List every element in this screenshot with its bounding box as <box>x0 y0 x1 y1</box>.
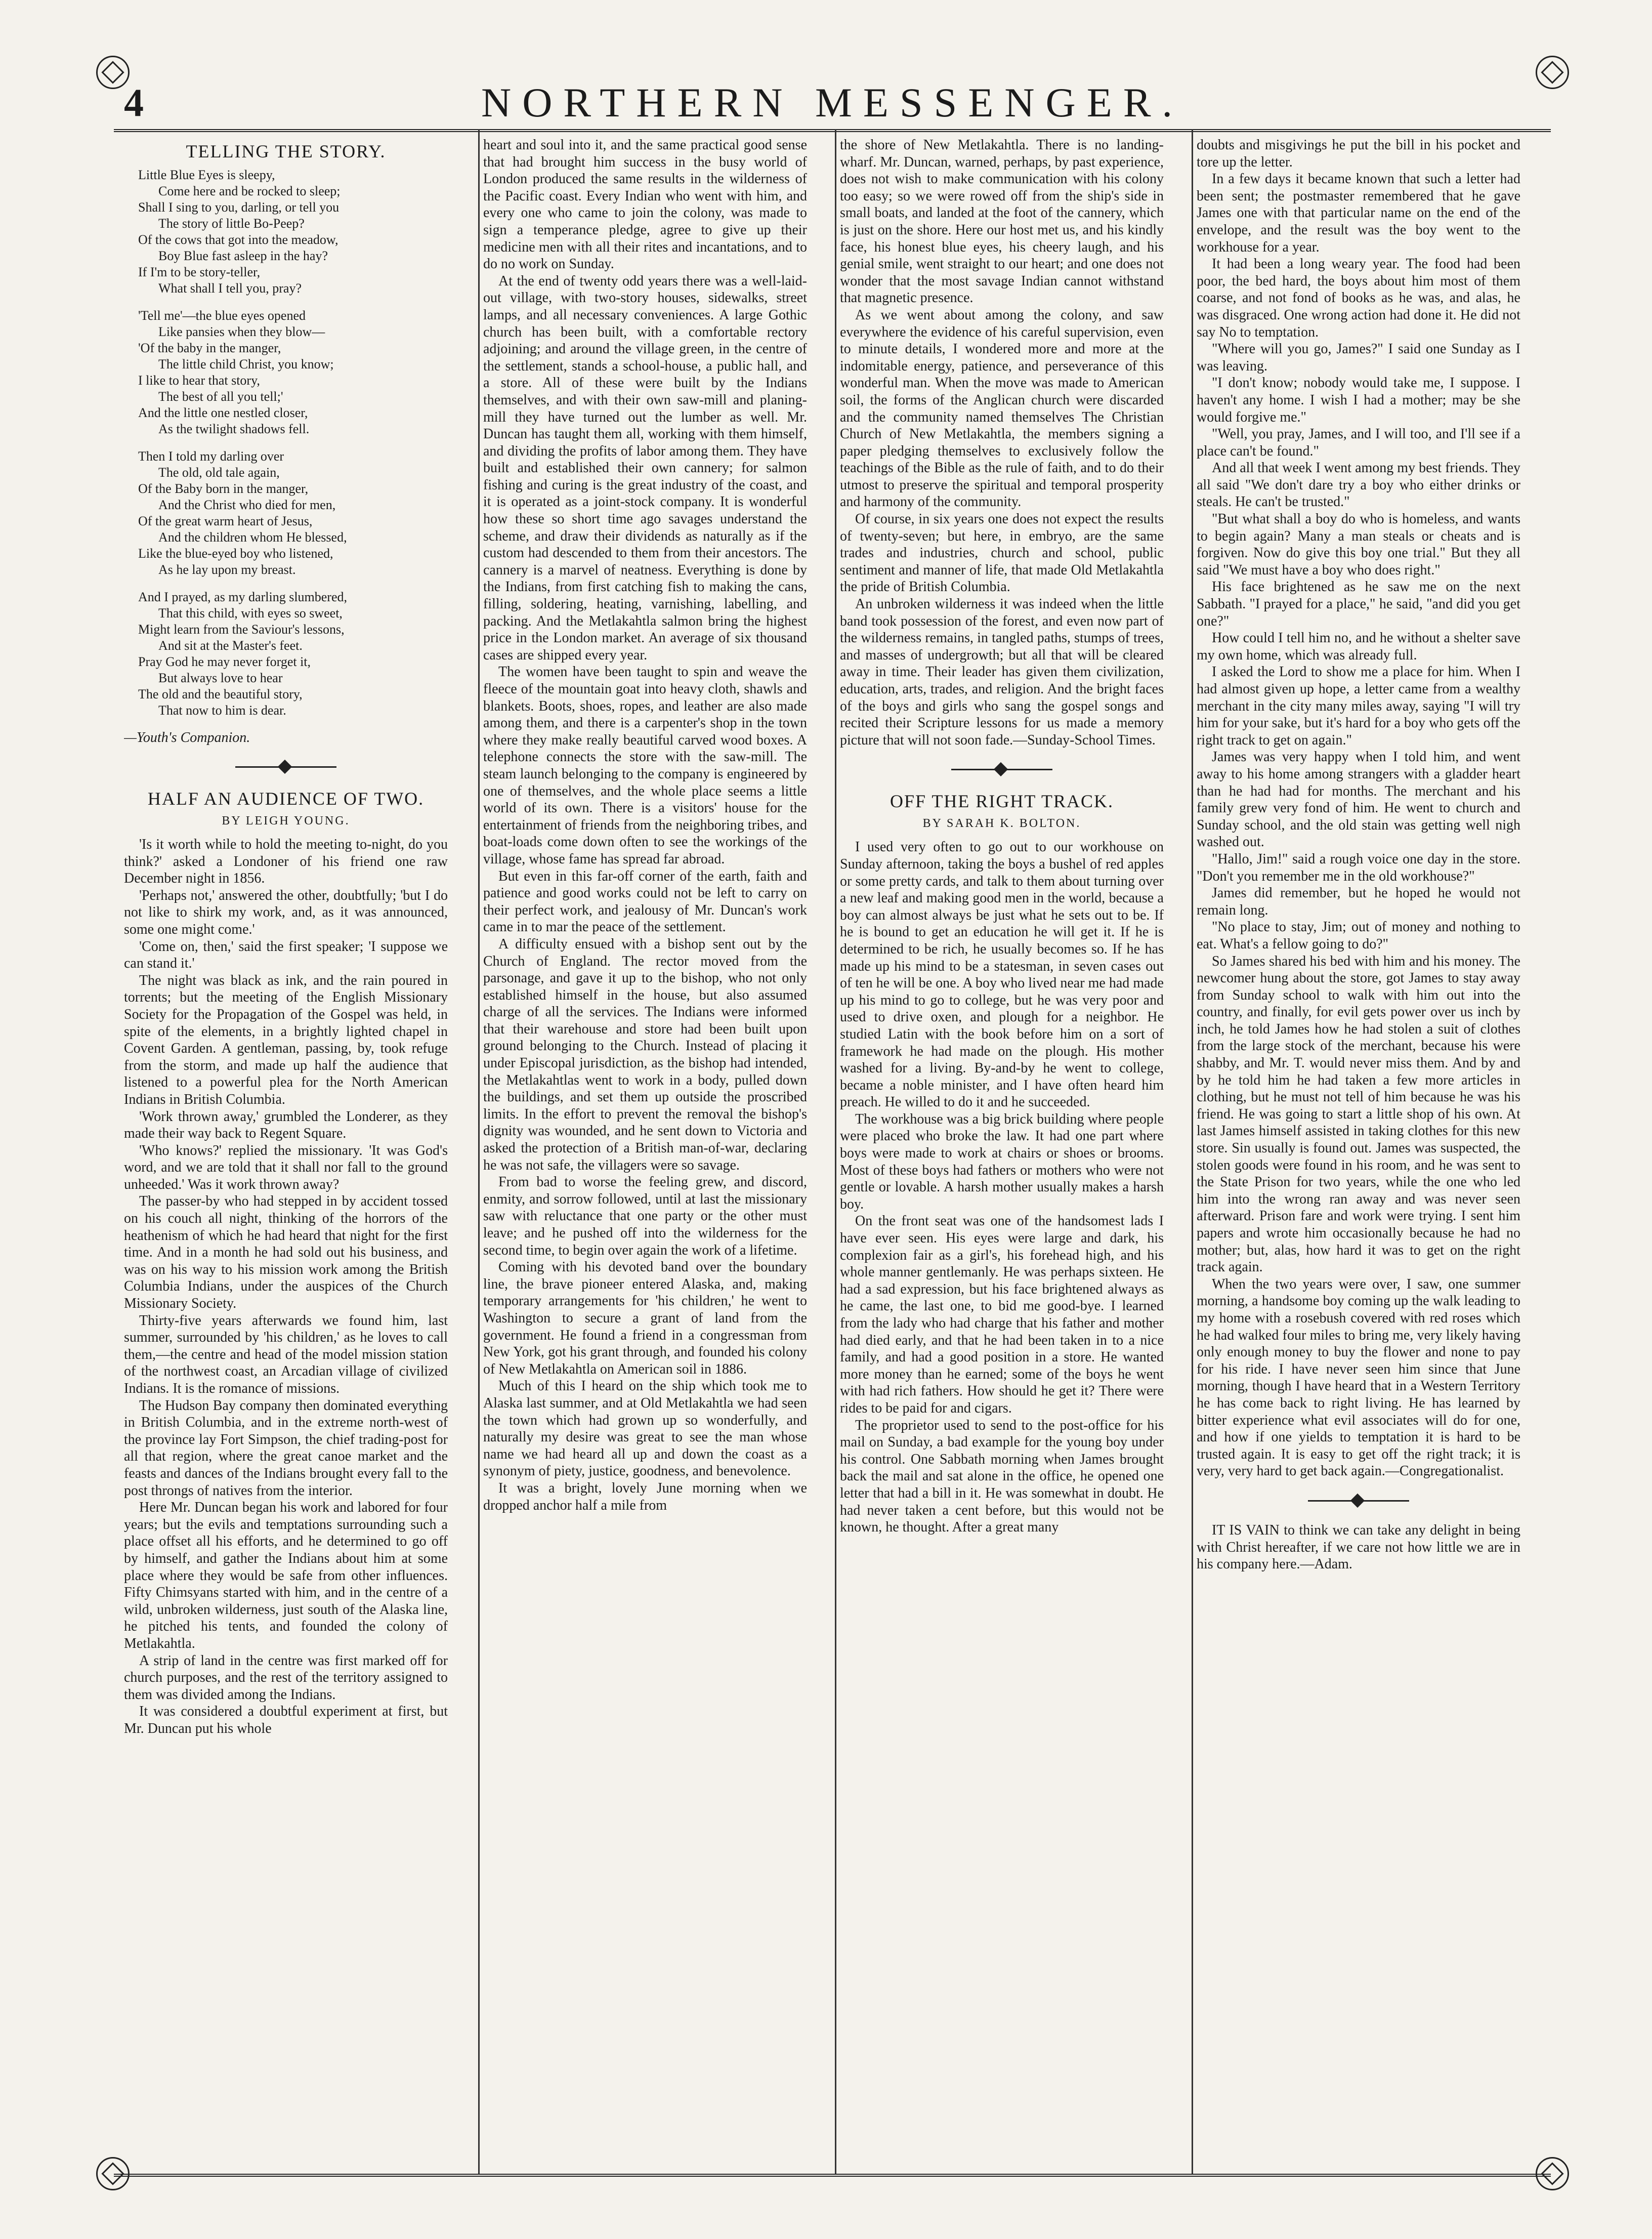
column-rule <box>1192 129 1193 2174</box>
paragraph: The passer-by who had stepped in by accident tossed on his couch all night, thinking of the horrors of the heathenism of which he had heard that night for the first time. And in a month he had sold out his business, and was on his way to his mission work among the British Columbia Indians, under the auspices of the Church Missionary Society. <box>124 1193 448 1312</box>
poem-line: As he lay upon my breast. <box>158 562 296 577</box>
column-4 <box>1197 137 1520 2166</box>
paragraph: Of course, in six years one does not expect the results of twenty-seven; but here, in embryo, are the same trades and industries, church and school, public sentiment and manner of life, that made Old Metlakahtla the pride of British Columbia. <box>840 511 1164 595</box>
poem-line: Boy Blue fast asleep in the hay? <box>158 248 328 263</box>
poem-heading: TELLING THE STORY. <box>186 141 386 161</box>
poem-line: Of the Baby born in the manger, <box>138 481 309 496</box>
poem-line: And the little one nestled closer, <box>138 405 308 420</box>
paragraph: On the front seat was one of the handsomest lads I have ever seen. His eyes were large and dark, his complexion fair as a girl's, his forehead high, and his whole manner gentlemanly. He was perhaps sixteen. He had a sad expression, but his face brightened always as he came, the last one, to bid me good-bye. I learned from the lady who had charge that his father and mother had died early, and that he had been taken in to a nice family, and had a good position in a store. He wanted more money than he earned; some of the boys he went with had rich fathers. How should he get it? There were rides to be paid for and cigars. <box>840 1213 1164 1416</box>
poem-line: Like the blue-eyed boy who listened, <box>138 546 333 561</box>
paragraph: "Hallo, Jim!" said a rough voice one day in the store. "Don't you remember me in the old workhouse?" <box>1197 851 1520 884</box>
corner-ornament-icon <box>1536 56 1569 89</box>
paragraph: A strip of land in the centre was first marked off for church purposes, and the rest of the territory assigned to them was divided among the Indians. <box>124 1652 448 1703</box>
poem-line: That now to him is dear. <box>158 703 286 718</box>
poem-line: Of the great warm heart of Jesus, <box>138 514 313 528</box>
paragraph: "Where will you go, James?" I said one Sunday as I was leaving. <box>1197 341 1520 374</box>
poem-line: What shall I tell you, pray? <box>158 281 302 296</box>
poem-source: —Youth's Companion. <box>124 730 250 745</box>
poem-body <box>138 167 448 719</box>
poem-line: Little Blue Eyes is sleepy, <box>138 168 275 182</box>
story-heading: OFF THE RIGHT TRACK. <box>889 791 1114 812</box>
poem-line: The old, old tale again, <box>158 465 280 480</box>
column-1 <box>124 137 448 2166</box>
paragraph: 'Perhaps not,' answered the other, doubtfully; 'but I do not like to shirk my work, and, as it was announced, some one might come.' <box>124 887 448 937</box>
paragraph: heart and soul into it, and the same practical good sense that had brought him success in the busy world of London produced the same results in the wilderness of the Pacific coast. Every Indian who went with him, and every one who came to join the colony, was made to sign a temperance pledge, agree to give up their medicine men with all their rites and incantations, and to do no work on Sunday. <box>483 137 807 272</box>
poem-stanza <box>138 589 448 719</box>
poem-line: The story of little Bo-Peep? <box>158 216 305 231</box>
poem-line: Of the cows that got into the meadow, <box>138 232 338 247</box>
poem-stanza <box>138 448 448 578</box>
paragraph: 'Who knows?' replied the missionary. 'It was God's word, and we are told that it shall nor fall to the ground unheeded.' Was it work thrown away? <box>124 1142 448 1192</box>
paragraph: the shore of New Metlakahtla. There is no landing-wharf. Mr. Duncan, warned, perhaps, by past experience, does not wish to make communication with his colony too easy; so we were rowed off from the ship's side in small boats, and landed at the foot of the cannery, which is just on the shore. Here our host met us, and his kindly face, his honest blue eyes, his cheery laugh, and his genial smile, went straight to our heart; and one does not wonder that the most savage Indian cannot withstand that magnetic presence. <box>840 137 1164 306</box>
poem-line: Shall I sing to you, darling, or tell you <box>138 200 340 215</box>
paragraph: The Hudson Bay company then dominated everything in British Columbia, and in the extreme north-west of the province lay Fort Simpson, the chief trading-post for all that region, where the great canoe market and the feasts and dances of the Indians brought every fall to the post throngs of natives from the interior. <box>124 1397 448 1499</box>
poem-line: And sit at the Master's feet. <box>158 638 303 653</box>
paragraph: Much of this I heard on the ship which took me to Alaska last summer, and at Old Metlakahtla we had seen the town which had grown up so wonderfully, and naturally my desire was great to see the man whose name we had heard all up and down the coast as a synonym of piety, justice, goodness, and benevolence. <box>483 1378 807 1479</box>
paragraph: The night was black as ink, and the rain poured in torrents; but the meeting of the English Missionary Society for the Propagation of the Gospel was held, in spite of the elements, in a brightly lighted chapel in Covent Garden. A gentleman, passing, by, took refuge from the storm, and made up half the audience that listened to a powerful plea for the North American Indians in British Columbia. <box>124 972 448 1107</box>
section-divider <box>235 766 336 768</box>
poem-line: That this child, with eyes so sweet, <box>158 606 343 620</box>
paragraph: His face brightened as he saw me on the next Sabbath. "I prayed for a place," he said, "and did you get one?" <box>1197 579 1520 629</box>
paragraph: How could I tell him no, and he without a shelter save my own home, which was already full. <box>1197 630 1520 663</box>
poem-line: Like pansies when they blow— <box>158 324 325 339</box>
paragraph: It had been a long weary year. The food had been poor, the bed hard, the boys about him most of them coarse, and not fond of books as he was, and alas, he was disgraced. One wrong action had done it. He did not say No to temptation. <box>1197 256 1520 340</box>
section-divider <box>1308 1500 1409 1502</box>
poem-line: 'Tell me'—the blue eyes opened <box>138 308 306 323</box>
paragraph: I asked the Lord to show me a place for him. When I had almost given up hope, a letter came from a wealthy merchant in the city many miles away, saying "I will try him for your sake, but it's hard for a boy who gets off the right track to get on again." <box>1197 664 1520 748</box>
paragraph: Here Mr. Duncan began his work and labored for four years; but the evils and temptations surrounding such a place offset all his efforts, and he determined to go off by himself, and gather the Indians about him at some place where they would be safe from other influences. Fifty Chimsyans started with him, and in the centre of a wild, unbroken wilderness, just south of the Alaska line, he pitched his tents, and founded the colony of Metlakahtla. <box>124 1500 448 1651</box>
paragraph: The proprietor used to send to the post-office for his mail on Sunday, a bad example for the young boy under his control. One Sabbath morning when James brought back the mail and sat alone in the office, he opened one letter that had a bill in it. He was somewhat in doubt. He had never taken a cent before, but this would not be known, he thought. After a great many <box>840 1417 1164 1536</box>
filler-paragraph: IT IS VAIN to think we can take any delight in being with Christ hereafter, if we care not how little we are in his company here.—Adam. <box>1197 1522 1520 1572</box>
paragraph: 'Come on, then,' said the first speaker; 'I suppose we can stand it.' <box>124 938 448 972</box>
paragraph: It was a bright, lovely June morning when we dropped anchor half a mile from <box>483 1480 807 1513</box>
paragraph: doubts and misgivings he put the bill in his pocket and tore up the letter. <box>1197 137 1520 170</box>
paragraph: When the two years were over, I saw, one summer morning, a handsome boy coming up the walk leading to my home with a rosebush covered with red roses which he had walked four miles to bring me, very likely having only enough money to buy the flower and none to pay for his ride. I have never seen him since that June morning, though I have heard that in a Western Territory he has come back to right living. He has learned by bitter experience what evil associates will do for one, and how if one yields to temptation it is hard to be trusted again. It is easy to get off the right track; it is very, very hard to get back again.—Congregationalist. <box>1197 1276 1520 1479</box>
column-rule <box>478 129 480 2174</box>
column-3 <box>840 137 1164 2166</box>
paragraph: "But what shall a boy do who is homeless, and wants to begin again? Many a man steals or cheats and is forgiven. Now do give this boy one trial." But they all said "We must have a boy who does right." <box>1197 511 1520 578</box>
poem-line: And the children whom He blessed, <box>158 530 347 545</box>
poem-line: I like to hear that story, <box>138 373 260 388</box>
paragraph: Thirty-five years afterwards we found him, last summer, surrounded by 'his children,' as he loves to call them,—the centre and head of the model mission station of the northwest coast, an Arcadian village of civilized Indians. It is the romance of missions. <box>124 1312 448 1396</box>
poem-line: Pray God he may never forget it, <box>138 654 311 669</box>
paragraph: And all that week I went among my best friends. They all said "We don't dare try a boy who either drinks or steals. He can't be trusted." <box>1197 460 1520 510</box>
paragraph: Coming with his devoted band over the boundary line, the brave pioneer entered Alaska, and, making temporary arrangements for 'his children,' he went to Washington to secure a grant of land from the government. He found a friend in a congressman from New York, got his grant through, and founded his colony of New Metlakahtla on American soil in 1886. <box>483 1259 807 1377</box>
paragraph: 'Is it worth while to hold the meeting to-night, do you think?' asked a Londoner of his friend one raw December night in 1856. <box>124 837 448 887</box>
masthead <box>114 75 1551 126</box>
poem-line: Then I told my darling over <box>138 449 284 464</box>
column-rule <box>835 129 836 2174</box>
poem-line: The little child Christ, you know; <box>158 357 334 371</box>
corner-ornament-icon <box>1536 2157 1569 2190</box>
paragraph: In a few days it became known that such a letter had been sent; the postmaster remembered that he gave James one with that particular name on the end of the envelope, and the result was the boy went to the workhouse for a year. <box>1197 171 1520 255</box>
paragraph: I used very often to go out to our workhouse on Sunday afternoon, taking the boys a bushel of red apples or some pretty cards, and talk to them about turning over a new leaf and making good men in the world, because a boy can almost always be just what he sets out to be. If he is bound to get an education he will get it. If he is determined to be rich, he usually becomes so. If he has made up his mind to be a statesman, in seven cases out of ten he will be one. A boy who lived near me had made up his mind to go to college, but he was very poor and used to drive oxen, and plough for a neighbor. He studied Latin with the book before him on a sort of framework he had made on the plough. His mother washed for a living. By-and-by he went to college, became a noble minister, and I have often heard him preach. He willed to do it and he succeeded. <box>840 839 1164 1110</box>
bottom-rule <box>114 2174 1551 2177</box>
poem-line: 'Of the baby in the manger, <box>138 341 281 355</box>
section-divider <box>951 769 1052 770</box>
paragraph: From bad to worse the feeling grew, and discord, enmity, and sorrow followed, until at last the missionary saw with reluctance that one party or the other must leave; and he pushed off into the wilderness for the second time, to begin over again the work of a lifetime. <box>483 1174 807 1258</box>
poem-line: Might learn from the Saviour's lessons, <box>138 622 345 637</box>
paragraph: As we went about among the colony, and saw everywhere the evidence of his careful supervision, even to minute details, I wondered more and more at the indomitable energy, patience, and perseverance of this wonderful man. When the move was made to American soil, the forms of the Anglican church were discarded and the community named themselves The Christian Church of New Metlakahtla, the members signing a paper pledging themselves to exclusively follow the teachings of the Bible as the rule of faith, and to do their utmost to preserve the spiritual and temporal prosperity and harmony of the community. <box>840 307 1164 510</box>
paragraph: James did remember, but he hoped he would not remain long. <box>1197 885 1520 918</box>
paragraph: The women have been taught to spin and weave the fleece of the mountain goat into heavy cloth, shawls and blankets. Boots, shoes, ropes, and leather are also made among them, and there is a carpenter's shop in the town where they make really beautiful carved wood boxes. A telephone connects the store with the saw-mill. The steam launch belonging to the company is engineered by one of themselves, and the whole place seems a little world of its own. There is a visitors' house for the entertainment of friends from the neighboring tribes, and boat-loads come down often to see the workings of the village, whose fame has spread far abroad. <box>483 664 807 867</box>
paragraph: "Well, you pray, James, and I will too, and I'll see if a place can't be found." <box>1197 426 1520 459</box>
column-2 <box>483 137 807 2166</box>
paragraph: 'Work thrown away,' grumbled the Londerer, as they made their way back to Regent Square. <box>124 1108 448 1142</box>
newspaper-title: NORTHERN MESSENGER. <box>481 79 1184 126</box>
poem-line: The best of all you tell;' <box>158 389 283 404</box>
paragraph: The workhouse was a big brick building where people were placed who broke the law. It had one part where boys were made to work at chairs or shoes or brooms. Most of these boys had fathers or mothers who were not gentle or lovable. A harsh mother usually makes a harsh boy. <box>840 1111 1164 1212</box>
poem-line: As the twilight shadows fell. <box>158 422 310 436</box>
paragraph: But even in this far-off corner of the earth, faith and patience and good works could not be left to carry on their perfect work, and jealousy of Mr. Duncan's work came in to mar the peace of the settlement. <box>483 868 807 935</box>
page-number: 4 <box>124 80 144 125</box>
top-rule <box>114 129 1551 132</box>
poem-line: If I'm to be story-teller, <box>138 265 261 279</box>
paragraph: A difficulty ensued with a bishop sent out by the Church of England. The rector moved from the parsonage, and gave it up to the bishop, who not only established himself in the house, but also assumed charge of all the services. The Indians were informed that their warehouse and store had been built upon ground belonging to the Church. Instead of placing it under Episcopal jurisdiction, as the bishop had intended, the Metlakahtlas went to work in a body, pulled down the buildings, and set them up outside the proscribed limits. In the effort to prevent the removal the bishop's dignity was wounded, and he sent down to Victoria and asked the protection of a British man-of-war, declaring he was not safe, the villagers were so savage. <box>483 936 807 1173</box>
poem-line: The old and the beautiful story, <box>138 687 303 701</box>
poem-stanza <box>138 308 448 437</box>
story-byline: BY SARAH K. BOLTON. <box>922 817 1081 831</box>
paragraph: It was considered a doubtful experiment at first, but Mr. Duncan put his whole <box>124 1704 448 1736</box>
corner-ornament-icon <box>96 56 130 89</box>
poem-line: And I prayed, as my darling slumbered, <box>138 590 348 604</box>
poem-stanza <box>138 167 448 297</box>
poem-line: Come here and be rocked to sleep; <box>158 184 341 198</box>
paragraph: "No place to stay, Jim; out of money and nothing to eat. What's a fellow going to do?" <box>1197 919 1520 952</box>
paragraph: "I don't know; nobody would take me, I suppose. I haven't any home. I wish I had a mother; may be she would forgive me." <box>1197 375 1520 425</box>
paragraph: At the end of twenty odd years there was a well-laid-out village, with two-story houses, sidewalks, street lamps, and all necessary conveniences. A large Gothic church has been built, with a comfortable rectory adjoining; and around the village green, in the centre of the settlement, stands a school-house, a public hall, and a store. All of these were built by the Indians themselves, and with their own saw-mill and planing-mill they have turned out the lumber as well. Mr. Duncan has taught them all, working with them himself, and dividing the profits of labor among them. They have built and established their own cannery; for salmon fishing and curing is the great industry of the coast, and it is operated as a joint-stock company. It is wonderful how these so short time ago savages understand the scheme, and draw their dividends as naturally as if the custom had descended to them from their ancestors. The cannery is a marvel of neatness. Everything is done by the Indians, from first catching fish to making the cans, filling, soldering, heating, varnishing, labelling, and packing. And the Metlakahtla salmon bring the highest price in the London market. An average of six thousand cases are shipped every year. <box>483 273 807 663</box>
paragraph: An unbroken wilderness it was indeed when the little band took possession of the forest, and even now part of the wilderness remains, in tangled paths, stumps of trees, and masses of undergrowth; but all that will be cleared away in time. Their leader has given them civilization, education, arts, trades, and religion. And the bright faces of the boys and girls who sang the gospel songs and recited their Scripture lessons for us made a memory picture that will not soon fade.—Sunday-School Times. <box>840 596 1164 748</box>
paragraph: So James shared his bed with him and his money. The newcomer hung about the store, got James to stay away from Sunday school to walk with him out into the country, and finally, for evil gets power over us inch by inch, he told James how he had stolen a suit of clothes from the large stock of the merchant, because his were shabby, and Mr. T. would never miss them. And by and by he told him he had taken a few more articles in clothing, but he must not tell of him because he was his friend. He was going to start a little shop of his own. At last James himself assisted in taking clothes for this new store. Sin usually is found out. James was suspected, the stolen goods were found in his room, and he was sent to the State Prison for two years, while the one who led him into the wrong ran away and was never seen afterward. Prison fare and work were trying. I sent him papers and wrote him occasionally because he had no mother; but, alas, how hard it was to get on the right track again. <box>1197 953 1520 1275</box>
story-byline: BY LEIGH YOUNG. <box>222 814 350 827</box>
poem-line: And the Christ who died for men, <box>158 497 336 512</box>
poem-line: But always love to hear <box>158 671 283 685</box>
story-heading: HALF AN AUDIENCE OF TWO. <box>147 789 425 809</box>
paragraph: James was very happy when I told him, and went away to his home among strangers with a gladder heart than he had had for months. The merchant and his family grew very fond of him. He went to church and Sunday school, and the old stain was getting well nigh washed out. <box>1197 749 1520 850</box>
